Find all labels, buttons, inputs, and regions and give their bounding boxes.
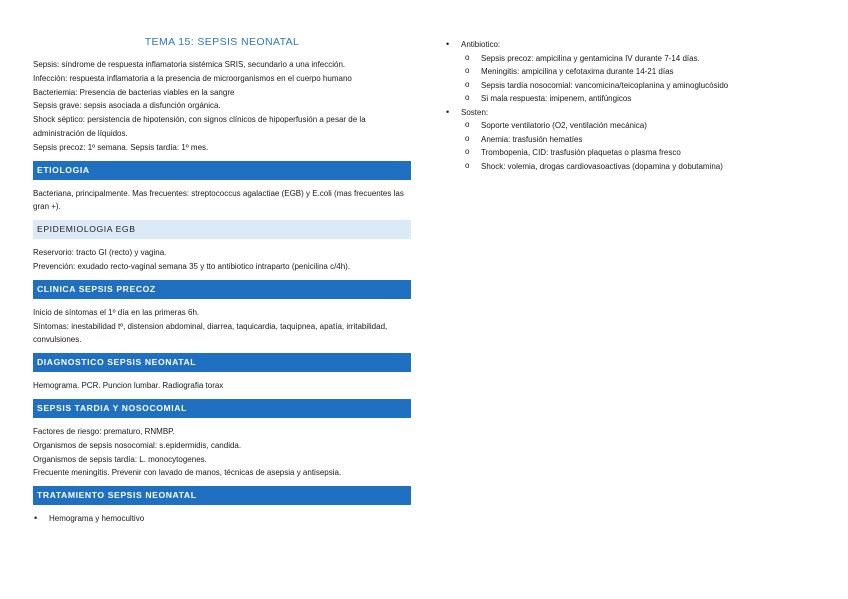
body-line: Reservorio: tracto GI (recto) y vagina. (33, 248, 167, 258)
intro-line: Sepsis: síndrome de respuesta inflamatoria sistémica SRIS, secundario a una infección. (33, 60, 346, 69)
intro-line: Shock séptico: persistencia de hipotensión, con signos clínicos de hipoperfusión a pesar de la administración de líquidos. (33, 115, 366, 138)
sublist-item: o Trombopenia, CID: trasfusión plaquetas o plasma fresco (463, 146, 815, 160)
section-body-tardia (33, 425, 411, 480)
right-column (445, 38, 815, 173)
sublist-item: o Anemia: trasfusión hematíes (463, 133, 815, 147)
section-header-tardia: SEPSIS TARDIA Y NOSOCOMIAL (33, 399, 411, 418)
section-header-etiologia: ETIOLOGIA (33, 161, 411, 180)
body-line: Organismos de sepsis tardía: L. monocytogenes. (33, 454, 207, 464)
list-item-antibiotico (445, 38, 815, 106)
body-line: Síntomas: inestabilidad tº, distension abdominal, diarrea, taquicardia, taquipnea, apatía, irritabilidad, convulsiones. (33, 321, 388, 345)
sublist-item: o Meningitis: ampicilina y cefotaxima durante 14-21 días (463, 65, 815, 79)
section-header-diagnostico: DIAGNOSTICO SEPSIS NEONATAL (33, 353, 411, 372)
section-body-etiologia (33, 187, 411, 215)
body-line: Inicio de síntomas el 1º día en las primeras 6h. (33, 307, 200, 317)
sublist-item: o Soporte ventilatorio (O2, ventilación mecánica) (463, 119, 815, 133)
left-column (33, 36, 411, 526)
intro-line: Sepsis precoz: 1º semana. Sepsis tardía: 1º mes. (33, 142, 209, 152)
body-line: Factores de riesgo: prematuro, RNMBP. (33, 426, 175, 436)
treatment-continued-list (445, 38, 815, 173)
section-header-epidemiologia: EPIDEMIOLOGIA EGB (33, 220, 411, 239)
antibiotico-sublist (461, 52, 815, 106)
sublist-item: o Sepsis precoz: ampicilina y gentamicina IV durante 7-14 días. (463, 52, 815, 66)
section-body-clinica (33, 306, 411, 347)
sublist-item: o Shock: volemia, drogas cardiovasoactivas (dopamina y dobutamina) (463, 160, 815, 174)
body-line: Frecuente meningitis. Prevenir con lavado de manos, técnicas de asepsia y antisepsia. (33, 468, 342, 478)
section-header-clinica: CLINICA SEPSIS PRECOZ (33, 280, 411, 299)
body-line: Hemograma. PCR. Puncion lumbar. Radiografia torax (33, 381, 224, 391)
sublist-item: o Si mala respuesta: imipenem, antifúngicos (463, 92, 815, 106)
intro-line: Bacteriemia: Presencia de bacterias viables en la sangre (33, 87, 235, 97)
list-item-sosten (445, 106, 815, 174)
tratamiento-list (33, 512, 411, 526)
section-body-epidemiologia (33, 246, 411, 274)
intro-definitions (33, 58, 411, 155)
sosten-sublist (461, 119, 815, 173)
intro-line: Sepsis grave: sepsis asociada a disfunción orgánica. (33, 101, 221, 111)
page-title: TEMA 15: SEPSIS NEONATAL (144, 36, 300, 48)
body-line: Prevención: exudado recto-vaginal semana 35 y tto antibiotico intraparto (penicilina c/4h). (33, 261, 351, 271)
list-item: • Hemograma y hemocultivo (33, 512, 411, 526)
sublist-item: o Sepsis tardía nosocomial: vancomicina/teicoplanina y aminoglucósido (463, 79, 815, 93)
antibiotico-label: Antibiotico: (461, 40, 501, 49)
intro-line: Infección: respuesta inflamatoria a la presencia de microorganismos en el cuerpo humano (33, 73, 352, 83)
section-header-tratamiento: TRATAMIENTO SEPSIS NEONATAL (33, 486, 411, 505)
body-line: Organismos de sepsis nosocomial: s.epidermidis, candida. (33, 440, 242, 450)
section-body-diagnostico (33, 379, 411, 393)
sosten-label: Sosten: (461, 107, 489, 117)
body-line: Bacteriana, principalmente. Mas frecuentes: streptococcus agalactiae (EGB) y E.coli (mas frecuentes las gran +). (33, 188, 404, 212)
